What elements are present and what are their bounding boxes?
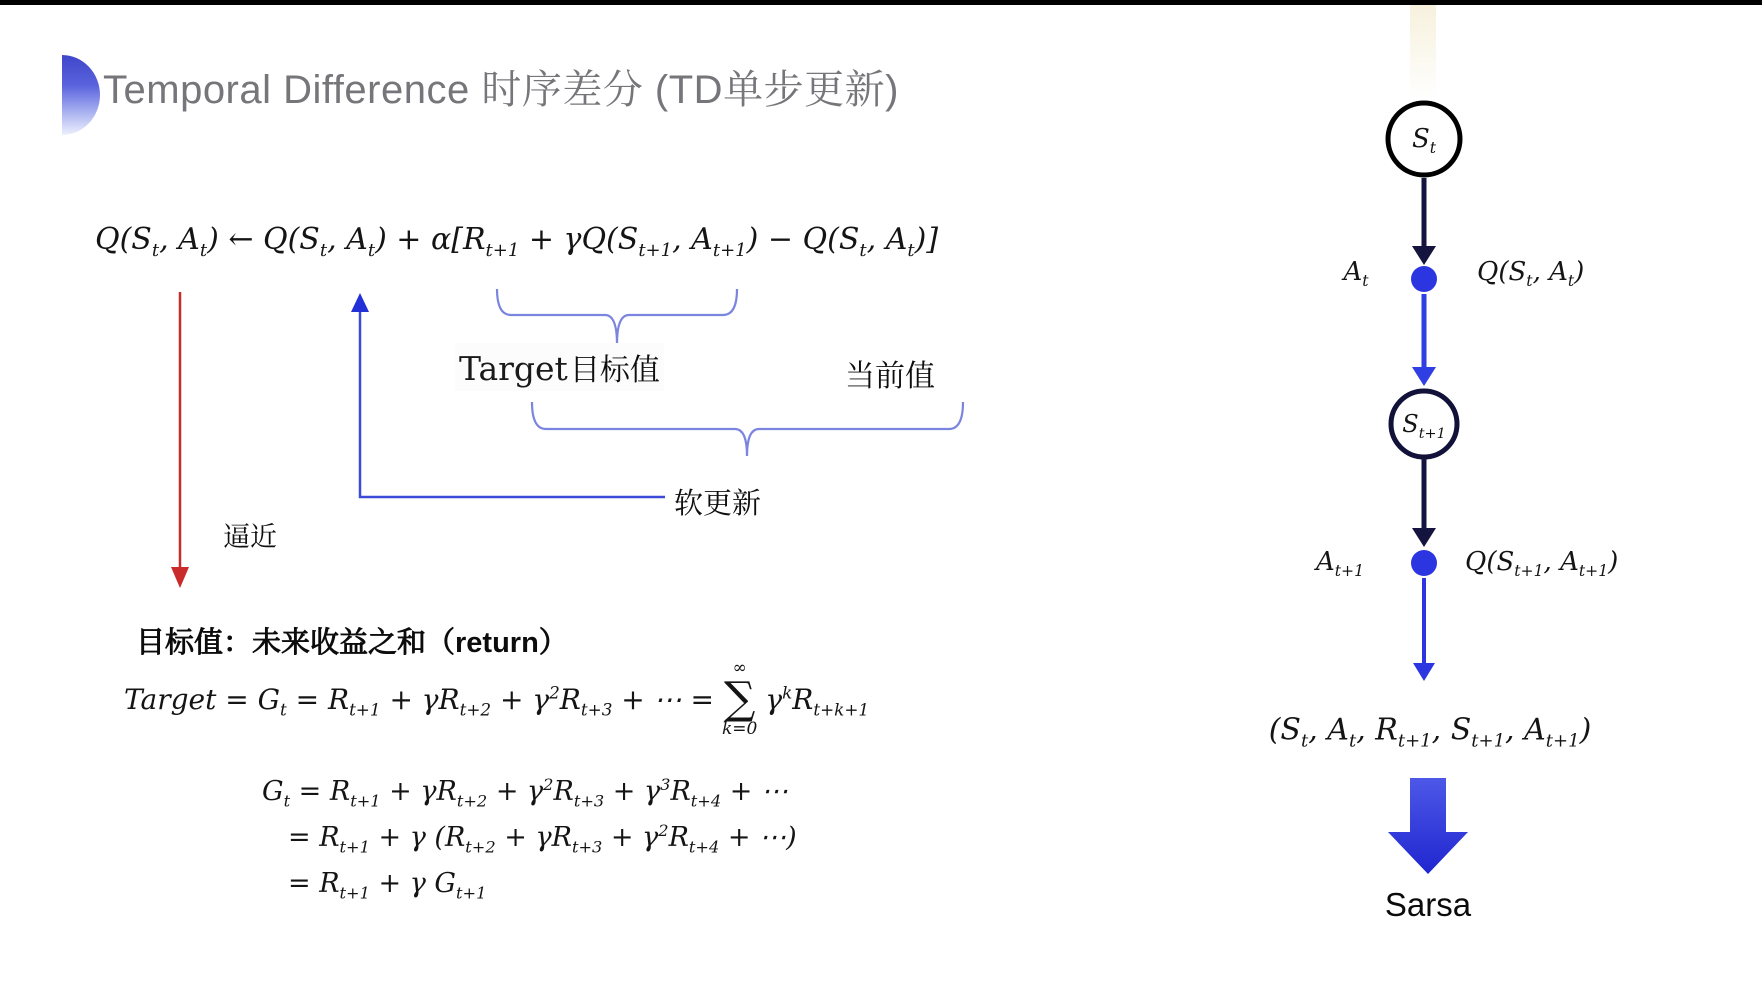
target-formula-post: $\gamma^kR_{t+k+1}$ bbox=[765, 682, 870, 720]
target-value-label bbox=[455, 343, 664, 391]
gt-derivation-line-3: = $R_{t+1} + \gamma$ $G_{t+1}$ bbox=[288, 868, 487, 903]
edge-st-to-at-arrowhead bbox=[1412, 246, 1436, 265]
edge-st1-to-at1-arrowhead bbox=[1412, 528, 1436, 547]
soft-update-underbrace bbox=[532, 402, 963, 456]
soft-update-elbow-arrow bbox=[360, 303, 665, 497]
sigma-glyph: ∑ bbox=[723, 673, 756, 724]
action-t-label: $A_t$ bbox=[1343, 257, 1369, 291]
target-return-formula bbox=[124, 660, 869, 738]
q-value-t-label: $Q(S_t$, $A_t$) bbox=[1477, 257, 1585, 291]
target-formula-pre: Target = $G_t = R_{t+1} + \gamma R_{t+2} + \gamma^2R_{t+3}$ + ⋯ = bbox=[124, 682, 714, 720]
gt-derivation-line-2: = $R_{t+1} + \gamma$ ($R_{t+2} + \gamma R_{t+3} + \gamma^2R_{t+4}$ + ⋯) bbox=[288, 821, 797, 857]
gt-derivation-line-1: $G_t = R_{t+1} + \gamma R_{t+2} + \gamma^2R_{t+3} + \gamma^3R_{t+4}$ + ⋯ bbox=[262, 775, 788, 811]
page-title: Temporal Difference 时序差分 (TD单步更新) bbox=[103, 68, 899, 112]
td-update-equation: $Q(S_t$, $A_t$) ← $Q(S_t$, $A_t) + \alpha[R_{t+1} + \gamma Q(S_{t+1}$, $A_{t+1}) - Q(S_t$, $A_t$)] bbox=[95, 222, 939, 261]
edge-at1-down-arrowhead bbox=[1413, 663, 1435, 681]
q-value-t1-label: $Q(S_{t+1}$, $A_{t+1}$) bbox=[1465, 547, 1619, 581]
sarsa-block-arrow bbox=[1388, 778, 1468, 874]
sum-upper-limit: ∞ bbox=[732, 658, 747, 678]
action-node-at bbox=[1411, 266, 1437, 292]
current-value-label: 当前值 bbox=[845, 360, 935, 393]
sarsa-label: Sarsa bbox=[1384, 886, 1472, 923]
edge-at-to-st1-arrowhead bbox=[1412, 367, 1436, 386]
target-underbrace bbox=[497, 289, 737, 344]
state-t-label: $S_t$ bbox=[1411, 124, 1437, 158]
approach-label: 逼近 bbox=[223, 522, 277, 552]
action-t1-label: $A_{t+1}$ bbox=[1315, 547, 1365, 581]
soft-update-label: 软更新 bbox=[674, 488, 762, 520]
action-node-at1 bbox=[1411, 550, 1437, 576]
state-t1-label: $S_{t+1}$ bbox=[1402, 410, 1446, 442]
target-label-en: Target bbox=[459, 349, 568, 388]
soft-update-arrowhead bbox=[351, 293, 369, 312]
summation-symbol bbox=[722, 660, 757, 738]
return-section-heading: 目标值：未来收益之和（return） bbox=[136, 627, 568, 659]
sum-lower-limit: k=0 bbox=[722, 719, 758, 739]
sample-tuple-label: ($S_t$, $A_t$, $R_{t+1}$, $S_{t+1}$, $A_{t+1}$) bbox=[1268, 712, 1592, 752]
target-label-zh: 目标值 bbox=[569, 354, 660, 387]
approach-red-arrowhead bbox=[171, 567, 189, 588]
